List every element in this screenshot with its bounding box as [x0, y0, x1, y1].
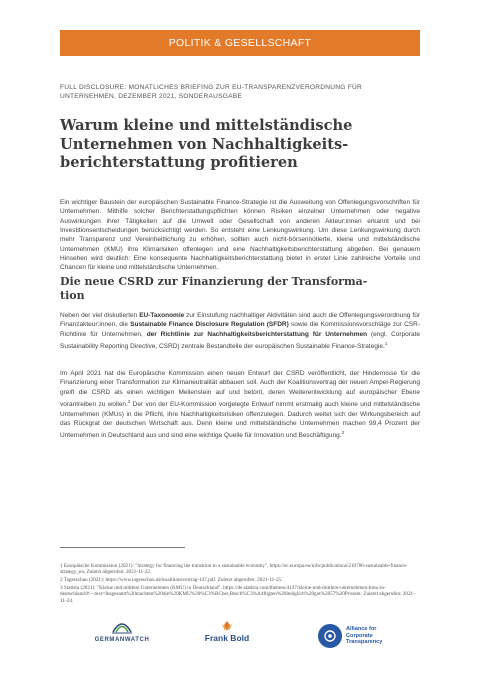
para2-text-2: Der von der EU-Kommission vorgelegte Entwurf nimmt erstmalig auch kleine und mittelständische Unternehmen (KMUs) in die Pflicht, ihre Nachhaltigkeitsrisiken offenzulegen. Dadurch weitet sich der Wirkungsbereich auf das Rückgrat der deutschen Wirtschaft aus. Denn kleine und mittelständische Unternehmen machen 99,4 Prozent der Unternehmen in Deutschland aus und sind eine wichtige Quelle für Innovation und Beschäftigung. — [60, 401, 420, 440]
germanwatch-logo — [92, 618, 152, 650]
act-line-2: Corporate — [346, 632, 373, 639]
section-heading-line-1: Die neue CSRD zur Finanzierung der Transforma- — [60, 275, 368, 288]
section-banner — [60, 30, 420, 56]
act-wordmark — [346, 626, 382, 646]
frank-bold-logo — [197, 620, 257, 643]
para1-text-1: Neben der viel diskutierten — [60, 312, 140, 319]
tulip-icon — [220, 620, 234, 632]
footnote-divider — [60, 547, 185, 548]
act-line-1: Alliance for — [346, 626, 377, 633]
footnote-ref-3[interactable]: 3 — [341, 430, 345, 436]
intro-paragraph: Ein wichtiger Baustein der europäischen Sustainable Finance-Strategie ist die Ausweitung von Offenlegungsvorschriften für Unternehmen. Mithilfe solcher Berichterstattungspflichten können Risiken einzelner Unternehmen oder negative Auswirkungen ihrer Tätigkeiten auf die Umwelt oder Gesellschaft von anderen Akteur:innen erkannt und bei Investitionsentscheidungen berücksichtigt werden. So entsteht eine Lenkungswirkung. Um diese Lenkungswirkung durch mehr Transparenz und Vereinheitlichung zu erhöhen, sollten auch nicht-börsennotierte, kleine und mittelständische Unternehmen (KMU) ihre Klimarisiken offenlegen und eine Nachhaltigkeitsberichterstattung abgeben. Bei genauem Hinsehen wird deutlich: Eine konsequente Nachhaltigkeitsberichterstattung bietet in erster Linie zahlreiche Vorteile und Chancen für kleine und mittelständische Unternehmen. — [60, 199, 420, 272]
banner-label: POLITIK & GESELLSCHAFT — [168, 37, 312, 49]
para1-text-3: sowie die Kommissionsvorschläge zur CSR-Richtlinie für Unternehmen, — [60, 321, 420, 338]
globe-icon — [111, 618, 133, 636]
frank-bold-wordmark: Frank Bold — [204, 633, 250, 643]
article-title — [60, 117, 420, 173]
term-sfdr: Sustainable Finance Disclosure Regulation (SFDR) — [130, 321, 289, 329]
para1-text-4: (engl. Corporate Sustainability Reporting Directive, CSRD) zentrale Bestandteile der europäischen Sustainable Finance-Strategie. — [60, 330, 420, 351]
act-circle-icon — [318, 624, 342, 648]
term-csrd: der Richtlinie zur Nachhaltigkeitsberichterstattung für Unternehmen — [146, 330, 368, 338]
alliance-corporate-transparency-logo — [318, 622, 428, 650]
footnote-ref-1[interactable]: 1 — [384, 341, 388, 347]
paragraph-csrd-context — [60, 311, 420, 352]
title-line-2: Unternehmen von Nachhaltigkeits- — [60, 135, 349, 153]
footnote-2: 2 Tagesschau (2021): https://www.tagesschau.de/koalitionsvertrag-147.pdf. Zuletzt abgerufen: 2021-11-25. — [60, 577, 283, 583]
section-heading — [60, 275, 420, 303]
footnote-1: 1 Europäische Kommission (2021): "Strategy for financing the transition to a sustainable economy". https://ec.europa.eu/info/publications/210706-sustainable-finance-strategy_en, Zuletzt abgerufen: 2021-11-22. — [60, 563, 408, 576]
kicker-line-1: FULL DISCLOSURE: MONATLICHES BRIEFING ZUR EU-TRANSPARENZVERORDNUNG FÜR — [60, 84, 363, 91]
term-eu-taxonomie: EU-Taxonomie — [139, 312, 185, 319]
title-line-1: Warum kleine und mittelständische — [60, 117, 353, 134]
kicker-line-2: UNTERNEHMEN, DEZEMBER 2021, SONDERAUSGABE — [60, 93, 243, 100]
briefing-kicker — [60, 83, 420, 101]
title-line-3: berichterstattung profitieren — [60, 154, 298, 172]
germanwatch-wordmark: GERMANWATCH — [94, 637, 150, 643]
para2-text-1: Im April 2021 hat die Europäische Kommission einen neuen Entwurf der CSRD veröffentlicht, der Hindernisse für die Finanzierung einer Transformation zur Klimaneutralität abbauen soll. Auch der Koalitionsvertrag der neuen Ampel-Regierung greift die CSRD als einen wichtigen Meilenstein auf und betont, deren Weiterentwicklung auf europäischer Ebene vorantreiben zu wollen. — [60, 370, 420, 409]
footnote-3: 3 Statista (2021): "Kleine und mittlere Unternehmen (KMU) in Deutschland". https://de.statista.com/themen/4137/kleine-und-mittlere-unternehmen-kmu-in-deutschland/#:~:text=Insgesamt%20machten%20die%20KMU%20%C3%BCber,Besch%C3%A4ftigten%20lediglich%20gut%2057%20Prozent. Zuletzt abgerufen: 2021-11-24. — [60, 585, 415, 604]
act-line-3: Transparency — [346, 639, 383, 646]
section-heading-line-2: tion — [60, 289, 85, 302]
paragraph-csrd-draft — [60, 369, 420, 441]
footnote-ref-2[interactable]: 2 — [127, 399, 131, 405]
para1-text-2: zur Einstufung nachhaltiger Aktivitäten sind auch die Offenlegungsverordnung für Finanzakteur:innen, die — [60, 312, 420, 329]
